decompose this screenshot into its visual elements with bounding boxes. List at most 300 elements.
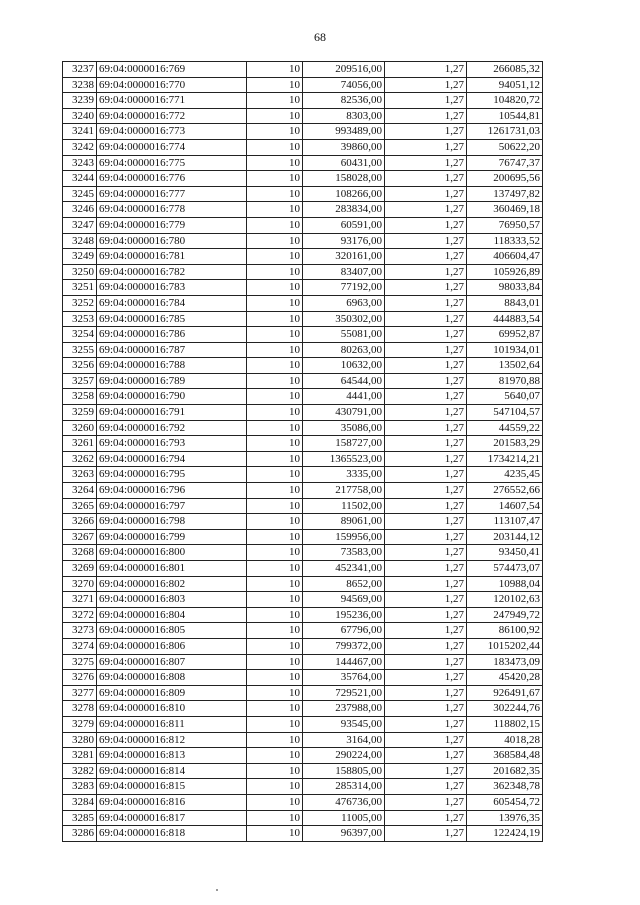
value-cell: 360469,18 (467, 202, 543, 218)
coefficient-cell: 1,27 (385, 62, 467, 78)
area-cell: 93176,00 (303, 233, 385, 249)
coefficient-cell: 1,27 (385, 670, 467, 686)
count-cell: 10 (247, 295, 303, 311)
coefficient-cell: 1,27 (385, 514, 467, 530)
count-cell: 10 (247, 638, 303, 654)
value-cell: 4235,45 (467, 467, 543, 483)
count-cell: 10 (247, 108, 303, 124)
row-number-cell: 3275 (63, 654, 97, 670)
table-row (63, 607, 543, 623)
cadastral-number-cell: 69:04:0000016:804 (97, 607, 247, 623)
area-cell: 6963,00 (303, 295, 385, 311)
table-row (63, 171, 543, 187)
cadastral-number-cell: 69:04:0000016:775 (97, 155, 247, 171)
value-cell: 1734214,21 (467, 451, 543, 467)
coefficient-cell: 1,27 (385, 264, 467, 280)
count-cell: 10 (247, 405, 303, 421)
count-cell: 10 (247, 420, 303, 436)
cadastral-number-cell: 69:04:0000016:805 (97, 623, 247, 639)
coefficient-cell: 1,27 (385, 826, 467, 842)
cadastral-number-cell: 69:04:0000016:796 (97, 483, 247, 499)
cadastral-value-table (62, 61, 543, 842)
table-row (63, 139, 543, 155)
value-cell: 137497,82 (467, 186, 543, 202)
coefficient-cell: 1,27 (385, 748, 467, 764)
row-number-cell: 3259 (63, 405, 97, 421)
coefficient-cell: 1,27 (385, 108, 467, 124)
cadastral-number-cell: 69:04:0000016:817 (97, 810, 247, 826)
count-cell: 10 (247, 779, 303, 795)
value-cell: 10988,04 (467, 576, 543, 592)
coefficient-cell: 1,27 (385, 327, 467, 343)
coefficient-cell: 1,27 (385, 373, 467, 389)
count-cell: 10 (247, 93, 303, 109)
table-row (63, 233, 543, 249)
table-row (63, 561, 543, 577)
coefficient-cell: 1,27 (385, 483, 467, 499)
cadastral-number-cell: 69:04:0000016:773 (97, 124, 247, 140)
row-number-cell: 3241 (63, 124, 97, 140)
area-cell: 285314,00 (303, 779, 385, 795)
table-row (63, 436, 543, 452)
count-cell: 10 (247, 373, 303, 389)
row-number-cell: 3247 (63, 217, 97, 233)
area-cell: 158805,00 (303, 763, 385, 779)
coefficient-cell: 1,27 (385, 810, 467, 826)
area-cell: 195236,00 (303, 607, 385, 623)
count-cell: 10 (247, 467, 303, 483)
cadastral-number-cell: 69:04:0000016:769 (97, 62, 247, 78)
row-number-cell: 3254 (63, 327, 97, 343)
coefficient-cell: 1,27 (385, 280, 467, 296)
count-cell: 10 (247, 592, 303, 608)
value-cell: 44559,22 (467, 420, 543, 436)
coefficient-cell: 1,27 (385, 389, 467, 405)
count-cell: 10 (247, 576, 303, 592)
value-cell: 120102,63 (467, 592, 543, 608)
row-number-cell: 3270 (63, 576, 97, 592)
coefficient-cell: 1,27 (385, 139, 467, 155)
value-cell: 5640,07 (467, 389, 543, 405)
value-cell: 113107,47 (467, 514, 543, 530)
cadastral-number-cell: 69:04:0000016:786 (97, 327, 247, 343)
row-number-cell: 3258 (63, 389, 97, 405)
row-number-cell: 3276 (63, 670, 97, 686)
table-row (63, 93, 543, 109)
row-number-cell: 3264 (63, 483, 97, 499)
coefficient-cell: 1,27 (385, 93, 467, 109)
cadastral-number-cell: 69:04:0000016:818 (97, 826, 247, 842)
area-cell: 476736,00 (303, 794, 385, 810)
cadastral-number-cell: 69:04:0000016:816 (97, 794, 247, 810)
table-row (63, 217, 543, 233)
area-cell: 83407,00 (303, 264, 385, 280)
value-cell: 104820,72 (467, 93, 543, 109)
table-row (63, 327, 543, 343)
area-cell: 283834,00 (303, 202, 385, 218)
coefficient-cell: 1,27 (385, 358, 467, 374)
count-cell: 10 (247, 451, 303, 467)
count-cell: 10 (247, 155, 303, 171)
cadastral-number-cell: 69:04:0000016:795 (97, 467, 247, 483)
value-cell: 94051,12 (467, 77, 543, 93)
cadastral-number-cell: 69:04:0000016:813 (97, 748, 247, 764)
row-number-cell: 3238 (63, 77, 97, 93)
count-cell: 10 (247, 670, 303, 686)
value-cell: 547104,57 (467, 405, 543, 421)
area-cell: 73583,00 (303, 545, 385, 561)
row-number-cell: 3251 (63, 280, 97, 296)
cadastral-number-cell: 69:04:0000016:801 (97, 561, 247, 577)
count-cell: 10 (247, 264, 303, 280)
cadastral-number-cell: 69:04:0000016:783 (97, 280, 247, 296)
area-cell: 290224,00 (303, 748, 385, 764)
count-cell: 10 (247, 498, 303, 514)
value-cell: 13502,64 (467, 358, 543, 374)
cadastral-number-cell: 69:04:0000016:811 (97, 716, 247, 732)
value-cell: 14607,54 (467, 498, 543, 514)
value-cell: 98033,84 (467, 280, 543, 296)
cadastral-number-cell: 69:04:0000016:787 (97, 342, 247, 358)
cadastral-number-cell: 69:04:0000016:814 (97, 763, 247, 779)
count-cell: 10 (247, 342, 303, 358)
table-row (63, 155, 543, 171)
table-row (63, 826, 543, 842)
area-cell: 94569,00 (303, 592, 385, 608)
cadastral-number-cell: 69:04:0000016:777 (97, 186, 247, 202)
cadastral-number-cell: 69:04:0000016:793 (97, 436, 247, 452)
count-cell: 10 (247, 545, 303, 561)
area-cell: 209516,00 (303, 62, 385, 78)
cadastral-number-cell: 69:04:0000016:802 (97, 576, 247, 592)
table-row (63, 716, 543, 732)
area-cell: 144467,00 (303, 654, 385, 670)
value-cell: 444883,54 (467, 311, 543, 327)
cadastral-number-cell: 69:04:0000016:798 (97, 514, 247, 530)
value-cell: 276552,66 (467, 483, 543, 499)
area-cell: 452341,00 (303, 561, 385, 577)
page-number: 68 (314, 30, 326, 44)
area-cell: 430791,00 (303, 405, 385, 421)
cadastral-number-cell: 69:04:0000016:781 (97, 249, 247, 265)
coefficient-cell: 1,27 (385, 607, 467, 623)
table-row (63, 108, 543, 124)
table-row (63, 280, 543, 296)
cadastral-number-cell: 69:04:0000016:803 (97, 592, 247, 608)
row-number-cell: 3243 (63, 155, 97, 171)
area-cell: 237988,00 (303, 701, 385, 717)
area-cell: 96397,00 (303, 826, 385, 842)
row-number-cell: 3268 (63, 545, 97, 561)
coefficient-cell: 1,27 (385, 311, 467, 327)
cadastral-number-cell: 69:04:0000016:810 (97, 701, 247, 717)
table-row (63, 405, 543, 421)
count-cell: 10 (247, 311, 303, 327)
row-number-cell: 3249 (63, 249, 97, 265)
count-cell: 10 (247, 716, 303, 732)
value-cell: 362348,78 (467, 779, 543, 795)
table-row (63, 467, 543, 483)
row-number-cell: 3279 (63, 716, 97, 732)
cadastral-number-cell: 69:04:0000016:808 (97, 670, 247, 686)
row-number-cell: 3271 (63, 592, 97, 608)
coefficient-cell: 1,27 (385, 77, 467, 93)
row-number-cell: 3269 (63, 561, 97, 577)
value-cell: 86100,92 (467, 623, 543, 639)
row-number-cell: 3250 (63, 264, 97, 280)
value-cell: 10544,81 (467, 108, 543, 124)
cadastral-number-cell: 69:04:0000016:797 (97, 498, 247, 514)
area-cell: 74056,00 (303, 77, 385, 93)
value-cell: 203144,12 (467, 529, 543, 545)
value-cell: 4018,28 (467, 732, 543, 748)
cadastral-number-cell: 69:04:0000016:778 (97, 202, 247, 218)
table-row (63, 77, 543, 93)
coefficient-cell: 1,27 (385, 685, 467, 701)
count-cell: 10 (247, 389, 303, 405)
coefficient-cell: 1,27 (385, 155, 467, 171)
count-cell: 10 (247, 249, 303, 265)
cadastral-number-cell: 69:04:0000016:785 (97, 311, 247, 327)
value-cell: 201583,29 (467, 436, 543, 452)
row-number-cell: 3239 (63, 93, 97, 109)
coefficient-cell: 1,27 (385, 779, 467, 795)
count-cell: 10 (247, 124, 303, 140)
value-cell: 266085,32 (467, 62, 543, 78)
area-cell: 3164,00 (303, 732, 385, 748)
value-cell: 247949,72 (467, 607, 543, 623)
table-row (63, 623, 543, 639)
count-cell: 10 (247, 529, 303, 545)
row-number-cell: 3242 (63, 139, 97, 155)
area-cell: 108266,00 (303, 186, 385, 202)
area-cell: 729521,00 (303, 685, 385, 701)
row-number-cell: 3286 (63, 826, 97, 842)
area-cell: 158028,00 (303, 171, 385, 187)
table-row (63, 794, 543, 810)
area-cell: 80263,00 (303, 342, 385, 358)
value-cell: 45420,28 (467, 670, 543, 686)
coefficient-cell: 1,27 (385, 420, 467, 436)
count-cell: 10 (247, 623, 303, 639)
cadastral-number-cell: 69:04:0000016:812 (97, 732, 247, 748)
cadastral-number-cell: 69:04:0000016:807 (97, 654, 247, 670)
count-cell: 10 (247, 217, 303, 233)
row-number-cell: 3260 (63, 420, 97, 436)
table-row (63, 685, 543, 701)
row-number-cell: 3245 (63, 186, 97, 202)
area-cell: 159956,00 (303, 529, 385, 545)
table-body (63, 62, 543, 842)
table-row (63, 186, 543, 202)
row-number-cell: 3272 (63, 607, 97, 623)
cadastral-number-cell: 69:04:0000016:789 (97, 373, 247, 389)
table-row (63, 311, 543, 327)
value-cell: 302244,76 (467, 701, 543, 717)
row-number-cell: 3277 (63, 685, 97, 701)
area-cell: 82536,00 (303, 93, 385, 109)
count-cell: 10 (247, 202, 303, 218)
area-cell: 3335,00 (303, 467, 385, 483)
area-cell: 89061,00 (303, 514, 385, 530)
row-number-cell: 3274 (63, 638, 97, 654)
row-number-cell: 3284 (63, 794, 97, 810)
coefficient-cell: 1,27 (385, 498, 467, 514)
coefficient-cell: 1,27 (385, 436, 467, 452)
area-cell: 60431,00 (303, 155, 385, 171)
value-cell: 200695,56 (467, 171, 543, 187)
cadastral-number-cell: 69:04:0000016:782 (97, 264, 247, 280)
value-cell: 605454,72 (467, 794, 543, 810)
cadastral-number-cell: 69:04:0000016:776 (97, 171, 247, 187)
count-cell: 10 (247, 186, 303, 202)
row-number-cell: 3253 (63, 311, 97, 327)
area-cell: 10632,00 (303, 358, 385, 374)
count-cell: 10 (247, 171, 303, 187)
area-cell: 320161,00 (303, 249, 385, 265)
table-row (63, 779, 543, 795)
table-row (63, 529, 543, 545)
coefficient-cell: 1,27 (385, 732, 467, 748)
area-cell: 93545,00 (303, 716, 385, 732)
value-cell: 13976,35 (467, 810, 543, 826)
row-number-cell: 3240 (63, 108, 97, 124)
value-cell: 574473,07 (467, 561, 543, 577)
coefficient-cell: 1,27 (385, 171, 467, 187)
cadastral-number-cell: 69:04:0000016:815 (97, 779, 247, 795)
value-cell: 926491,67 (467, 685, 543, 701)
row-number-cell: 3265 (63, 498, 97, 514)
area-cell: 55081,00 (303, 327, 385, 343)
coefficient-cell: 1,27 (385, 716, 467, 732)
cadastral-number-cell: 69:04:0000016:774 (97, 139, 247, 155)
table-row (63, 420, 543, 436)
cadastral-number-cell: 69:04:0000016:788 (97, 358, 247, 374)
table-row (63, 701, 543, 717)
cadastral-number-cell: 69:04:0000016:784 (97, 295, 247, 311)
coefficient-cell: 1,27 (385, 592, 467, 608)
row-number-cell: 3273 (63, 623, 97, 639)
row-number-cell: 3237 (63, 62, 97, 78)
value-cell: 201682,35 (467, 763, 543, 779)
row-number-cell: 3266 (63, 514, 97, 530)
area-cell: 350302,00 (303, 311, 385, 327)
value-cell: 69952,87 (467, 327, 543, 343)
coefficient-cell: 1,27 (385, 342, 467, 358)
count-cell: 10 (247, 810, 303, 826)
table-row (63, 62, 543, 78)
cadastral-number-cell: 69:04:0000016:809 (97, 685, 247, 701)
row-number-cell: 3262 (63, 451, 97, 467)
coefficient-cell: 1,27 (385, 576, 467, 592)
count-cell: 10 (247, 685, 303, 701)
table-row (63, 249, 543, 265)
coefficient-cell: 1,27 (385, 405, 467, 421)
coefficient-cell: 1,27 (385, 295, 467, 311)
coefficient-cell: 1,27 (385, 561, 467, 577)
table-row (63, 654, 543, 670)
value-cell: 183473,09 (467, 654, 543, 670)
area-cell: 1365523,00 (303, 451, 385, 467)
row-number-cell: 3257 (63, 373, 97, 389)
area-cell: 158727,00 (303, 436, 385, 452)
cadastral-number-cell: 69:04:0000016:779 (97, 217, 247, 233)
count-cell: 10 (247, 62, 303, 78)
table-row (63, 483, 543, 499)
coefficient-cell: 1,27 (385, 794, 467, 810)
value-cell: 8843,01 (467, 295, 543, 311)
value-cell: 118333,52 (467, 233, 543, 249)
count-cell: 10 (247, 794, 303, 810)
value-cell: 50622,20 (467, 139, 543, 155)
cadastral-number-cell: 69:04:0000016:806 (97, 638, 247, 654)
area-cell: 8303,00 (303, 108, 385, 124)
coefficient-cell: 1,27 (385, 638, 467, 654)
table-row (63, 295, 543, 311)
cadastral-number-cell: 69:04:0000016:792 (97, 420, 247, 436)
row-number-cell: 3256 (63, 358, 97, 374)
coefficient-cell: 1,27 (385, 467, 467, 483)
cadastral-number-cell: 69:04:0000016:794 (97, 451, 247, 467)
value-cell: 93450,41 (467, 545, 543, 561)
area-cell: 11005,00 (303, 810, 385, 826)
cadastral-number-cell: 69:04:0000016:772 (97, 108, 247, 124)
count-cell: 10 (247, 732, 303, 748)
area-cell: 60591,00 (303, 217, 385, 233)
count-cell: 10 (247, 654, 303, 670)
count-cell: 10 (247, 436, 303, 452)
cadastral-number-cell: 69:04:0000016:780 (97, 233, 247, 249)
coefficient-cell: 1,27 (385, 186, 467, 202)
row-number-cell: 3244 (63, 171, 97, 187)
cadastral-number-cell: 69:04:0000016:800 (97, 545, 247, 561)
value-cell: 118802,15 (467, 716, 543, 732)
row-number-cell: 3280 (63, 732, 97, 748)
row-number-cell: 3252 (63, 295, 97, 311)
table-row (63, 124, 543, 140)
table-row (63, 342, 543, 358)
area-cell: 67796,00 (303, 623, 385, 639)
coefficient-cell: 1,27 (385, 545, 467, 561)
row-number-cell: 3267 (63, 529, 97, 545)
area-cell: 39860,00 (303, 139, 385, 155)
area-cell: 11502,00 (303, 498, 385, 514)
count-cell: 10 (247, 514, 303, 530)
cadastral-number-cell: 69:04:0000016:799 (97, 529, 247, 545)
coefficient-cell: 1,27 (385, 529, 467, 545)
value-cell: 81970,88 (467, 373, 543, 389)
count-cell: 10 (247, 607, 303, 623)
row-number-cell: 3282 (63, 763, 97, 779)
count-cell: 10 (247, 77, 303, 93)
count-cell: 10 (247, 233, 303, 249)
area-cell: 217758,00 (303, 483, 385, 499)
coefficient-cell: 1,27 (385, 249, 467, 265)
cadastral-number-cell: 69:04:0000016:790 (97, 389, 247, 405)
table-row (63, 498, 543, 514)
count-cell: 10 (247, 139, 303, 155)
table-row (63, 514, 543, 530)
area-cell: 993489,00 (303, 124, 385, 140)
table-row (63, 451, 543, 467)
coefficient-cell: 1,27 (385, 124, 467, 140)
coefficient-cell: 1,27 (385, 217, 467, 233)
table-row (63, 264, 543, 280)
area-cell: 8652,00 (303, 576, 385, 592)
row-number-cell: 3255 (63, 342, 97, 358)
row-number-cell: 3246 (63, 202, 97, 218)
value-cell: 1261731,03 (467, 124, 543, 140)
